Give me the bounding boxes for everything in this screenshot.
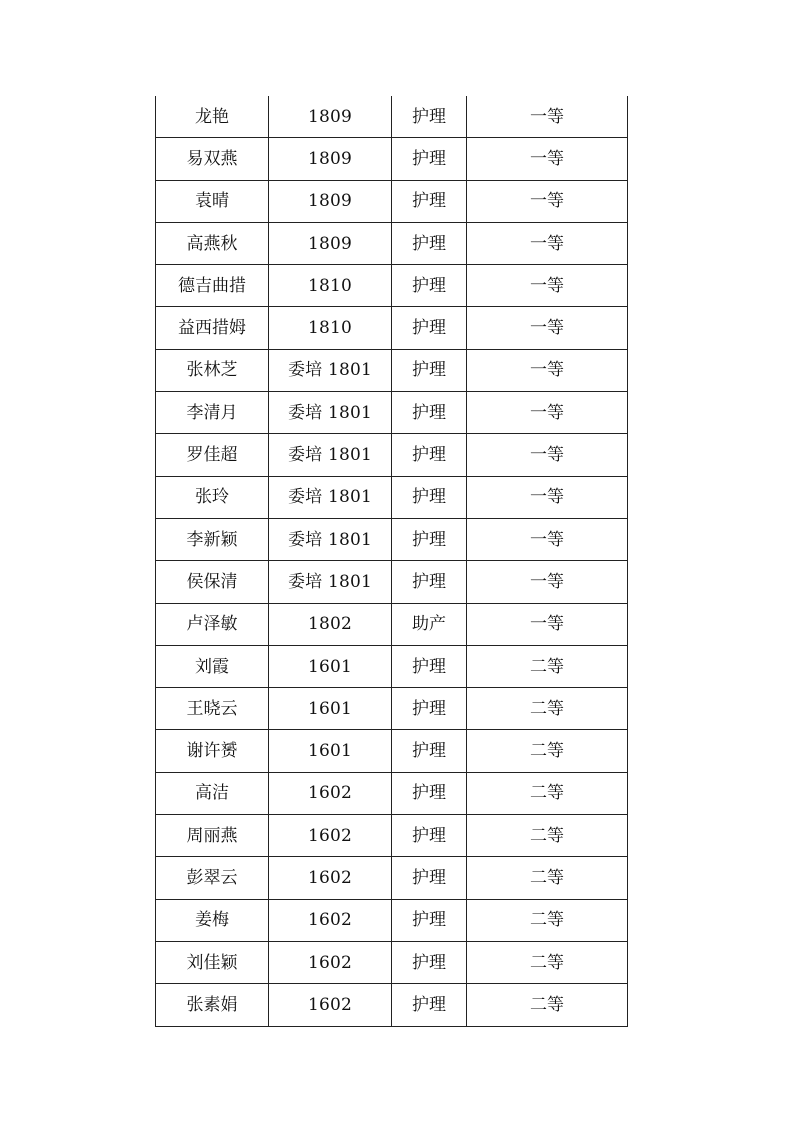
table-row: [156, 561, 628, 603]
award-level-cell: 一等: [467, 222, 628, 264]
class-cell: 1602: [269, 941, 392, 983]
major-cell: 护理: [392, 857, 467, 899]
award-level-cell: 二等: [467, 645, 628, 687]
table-body: [156, 96, 628, 1026]
table-row: [156, 138, 628, 180]
major-cell: 护理: [392, 265, 467, 307]
student-name-cell: 龙艳: [156, 96, 269, 138]
award-level-cell: 二等: [467, 857, 628, 899]
student-name-cell: 谢许赟: [156, 730, 269, 772]
class-cell: 1601: [269, 688, 392, 730]
table-row: [156, 434, 628, 476]
student-name-cell: 张玲: [156, 476, 269, 518]
major-cell: 护理: [392, 645, 467, 687]
student-name-cell: 李新颖: [156, 518, 269, 560]
major-cell: 助产: [392, 603, 467, 645]
student-name-cell: 益西措姆: [156, 307, 269, 349]
table-row: [156, 518, 628, 560]
student-name-cell: 卢泽敏: [156, 603, 269, 645]
student-name-cell: 张素娟: [156, 984, 269, 1026]
class-cell: 委培 1801: [269, 518, 392, 560]
student-name-cell: 王晓云: [156, 688, 269, 730]
award-level-cell: 一等: [467, 138, 628, 180]
award-level-cell: 二等: [467, 772, 628, 814]
class-cell: 委培 1801: [269, 561, 392, 603]
table-row: [156, 857, 628, 899]
student-name-cell: 周丽燕: [156, 815, 269, 857]
table-row: [156, 349, 628, 391]
table-row: [156, 96, 628, 138]
award-level-cell: 一等: [467, 518, 628, 560]
award-level-cell: 二等: [467, 984, 628, 1026]
class-cell: 1809: [269, 222, 392, 264]
award-level-cell: 一等: [467, 561, 628, 603]
class-cell: 1809: [269, 96, 392, 138]
table-row: [156, 815, 628, 857]
class-cell: 1809: [269, 138, 392, 180]
table-row: [156, 392, 628, 434]
major-cell: 护理: [392, 307, 467, 349]
award-roster-table: [155, 96, 628, 1027]
award-level-cell: 二等: [467, 899, 628, 941]
major-cell: 护理: [392, 349, 467, 391]
student-name-cell: 刘佳颖: [156, 941, 269, 983]
class-cell: 1810: [269, 307, 392, 349]
award-level-cell: 一等: [467, 180, 628, 222]
student-name-cell: 姜梅: [156, 899, 269, 941]
student-name-cell: 刘霞: [156, 645, 269, 687]
major-cell: 护理: [392, 138, 467, 180]
student-name-cell: 张林芝: [156, 349, 269, 391]
award-level-cell: 一等: [467, 96, 628, 138]
table-row: [156, 222, 628, 264]
table-row: [156, 307, 628, 349]
major-cell: 护理: [392, 815, 467, 857]
table-row: [156, 941, 628, 983]
student-name-cell: 易双燕: [156, 138, 269, 180]
award-level-cell: 一等: [467, 349, 628, 391]
award-level-cell: 一等: [467, 392, 628, 434]
class-cell: 1602: [269, 857, 392, 899]
major-cell: 护理: [392, 96, 467, 138]
award-level-cell: 二等: [467, 688, 628, 730]
major-cell: 护理: [392, 730, 467, 772]
class-cell: 委培 1801: [269, 476, 392, 518]
table-row: [156, 603, 628, 645]
student-name-cell: 袁晴: [156, 180, 269, 222]
student-name-cell: 侯保清: [156, 561, 269, 603]
table-row: [156, 772, 628, 814]
table-row: [156, 476, 628, 518]
major-cell: 护理: [392, 688, 467, 730]
award-level-cell: 二等: [467, 941, 628, 983]
table-row: [156, 180, 628, 222]
major-cell: 护理: [392, 476, 467, 518]
table-row: [156, 899, 628, 941]
class-cell: 委培 1801: [269, 349, 392, 391]
student-name-cell: 高洁: [156, 772, 269, 814]
table-row: [156, 688, 628, 730]
award-level-cell: 一等: [467, 434, 628, 476]
class-cell: 1602: [269, 815, 392, 857]
award-level-cell: 一等: [467, 476, 628, 518]
award-level-cell: 二等: [467, 730, 628, 772]
major-cell: 护理: [392, 984, 467, 1026]
major-cell: 护理: [392, 392, 467, 434]
award-level-cell: 一等: [467, 603, 628, 645]
student-name-cell: 罗佳超: [156, 434, 269, 476]
class-cell: 1601: [269, 730, 392, 772]
award-level-cell: 二等: [467, 815, 628, 857]
student-name-cell: 彭翠云: [156, 857, 269, 899]
major-cell: 护理: [392, 434, 467, 476]
table-row: [156, 984, 628, 1026]
major-cell: 护理: [392, 518, 467, 560]
table-row: [156, 265, 628, 307]
class-cell: 1602: [269, 984, 392, 1026]
table-row: [156, 645, 628, 687]
class-cell: 1809: [269, 180, 392, 222]
class-cell: 1601: [269, 645, 392, 687]
major-cell: 护理: [392, 561, 467, 603]
table-row: [156, 730, 628, 772]
award-level-cell: 一等: [467, 265, 628, 307]
student-name-cell: 高燕秋: [156, 222, 269, 264]
major-cell: 护理: [392, 772, 467, 814]
award-level-cell: 一等: [467, 307, 628, 349]
student-name-cell: 李清月: [156, 392, 269, 434]
major-cell: 护理: [392, 222, 467, 264]
major-cell: 护理: [392, 899, 467, 941]
major-cell: 护理: [392, 941, 467, 983]
class-cell: 1810: [269, 265, 392, 307]
class-cell: 1802: [269, 603, 392, 645]
class-cell: 1602: [269, 899, 392, 941]
major-cell: 护理: [392, 180, 467, 222]
class-cell: 委培 1801: [269, 392, 392, 434]
class-cell: 1602: [269, 772, 392, 814]
class-cell: 委培 1801: [269, 434, 392, 476]
student-name-cell: 德吉曲措: [156, 265, 269, 307]
